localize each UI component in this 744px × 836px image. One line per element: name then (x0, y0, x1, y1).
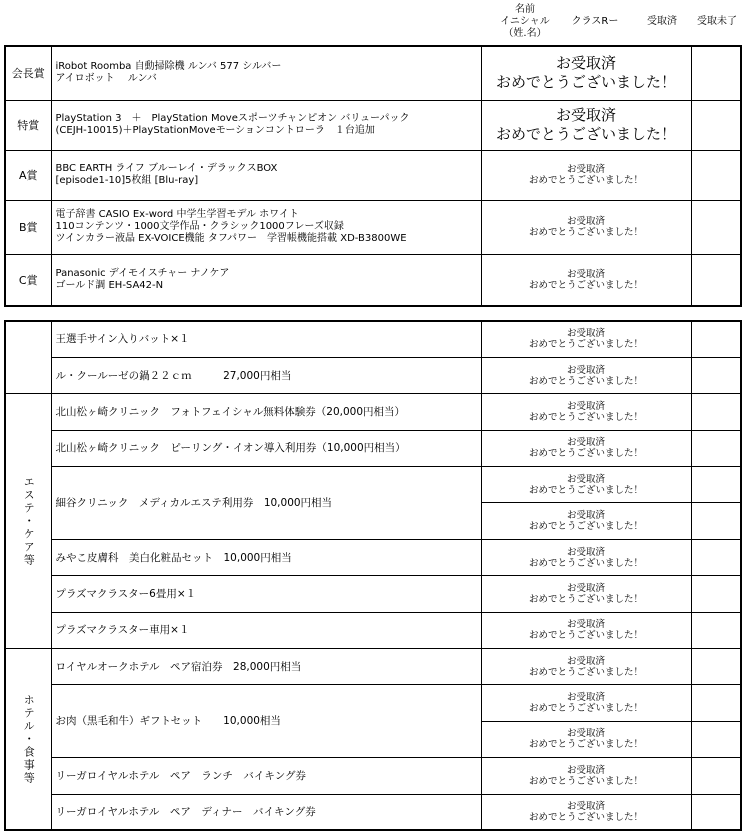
group-result (481, 721, 691, 757)
group-result-line: お受取済 (566, 728, 605, 740)
group-row (5, 539, 741, 575)
group-item: ル・クールーゼの鍋２２ｃｍ 27,000円相当 (51, 357, 481, 393)
prize-item-line: PlayStation 3 ＋ PlayStation Moveスポーツチャンピオン バリューパック (55, 113, 410, 124)
group-result (481, 357, 691, 393)
prize-result (481, 254, 691, 306)
prize-result-line: おめでとうございました！ (495, 73, 676, 92)
prize-category: A賞 (5, 150, 51, 200)
group-category (5, 649, 51, 831)
group-result (481, 321, 691, 357)
group-category-label: エステ・ケア等 (22, 475, 36, 567)
group-row (5, 394, 741, 430)
prize-item-line: iRobot Roomba 自動掃除機 ルンバ 577 シルバー (55, 61, 282, 73)
prize-item (51, 254, 481, 306)
group-item: リーガロイヤルホテル ペア ランチ バイキング券 (51, 758, 481, 794)
group-result-line: お受取済 (566, 473, 605, 485)
group-result (481, 685, 691, 721)
group-result (481, 649, 691, 685)
group-result-line: お受取済 (566, 546, 605, 558)
prize-item (51, 150, 481, 200)
group-row (5, 357, 741, 393)
prize-row (5, 46, 741, 100)
prize-item-line: ツインカラー液晶 EX-VOICE機能 タフパワー 学習帳機能搭載 XD-B3800WE (55, 233, 407, 244)
group-row (5, 321, 741, 357)
group-result (481, 539, 691, 575)
group-result-line: おめでとうございました！ (528, 339, 643, 351)
prize-result-line: お受取済 (566, 216, 605, 227)
group-row (5, 612, 741, 648)
group-result-line: おめでとうございました！ (528, 630, 643, 642)
group-result (481, 467, 691, 503)
group-result (481, 794, 691, 830)
prize-item-line: [episode1-10]5枚組 [Blu-ray] (55, 175, 199, 186)
group-result-line: お受取済 (566, 655, 605, 667)
prize-item-line: 110コンテンツ・1000文学作品・クラシック1000フレーズ収録 (55, 221, 344, 232)
group-result-line: おめでとうございました！ (528, 739, 643, 751)
group-result-line: お受取済 (566, 764, 605, 776)
prize-item-line: アイロボット ルンバ (55, 73, 157, 85)
empty-cell (691, 254, 741, 306)
group-result-line: お受取済 (566, 619, 605, 631)
group-result (481, 503, 691, 539)
group-item: ロイヤルオークホテル ペア宿泊券 28,000円相当 (51, 649, 481, 685)
prize-category: C賞 (5, 254, 51, 306)
group-category (5, 394, 51, 649)
group-item: 北山松ヶ崎クリニック フォトフェイシャル無料体験券（20,000円相当） (51, 394, 481, 430)
prize-category: 会長賞 (5, 46, 51, 100)
prize-result-line: お受取済 (555, 54, 616, 73)
prize-category: B賞 (5, 200, 51, 254)
group-item: プラズマクラスター車用×１ (51, 612, 481, 648)
prize-item (51, 46, 481, 100)
header-class-r: クラスRー (571, 16, 619, 27)
empty-cell (691, 649, 741, 685)
empty-cell (691, 321, 741, 357)
group-item: 王選手サイン入りバット×１ (51, 321, 481, 357)
group-result-line: おめでとうございました！ (528, 521, 643, 533)
prize-row (5, 200, 741, 254)
group-row (5, 576, 741, 612)
group-result-line: お受取済 (566, 400, 605, 412)
empty-cell (691, 612, 741, 648)
group-result (481, 758, 691, 794)
group-result-line: お受取済 (566, 582, 605, 594)
group-result-line: お受取済 (566, 692, 605, 704)
prize-item-line: ゴールド調 EH-SA42-N (55, 279, 164, 291)
empty-cell (691, 150, 741, 200)
prize-result-line: おめでとうございました！ (528, 227, 643, 238)
group-item: リーガロイヤルホテル ペア ディナー バイキング券 (51, 794, 481, 830)
group-result (481, 576, 691, 612)
group-result-line: おめでとうございました！ (528, 448, 643, 460)
header-not-received: 受取未了 (697, 16, 737, 27)
prize-item-line: 電子辞書 CASIO Ex-word 中学生学習モデル ホワイト (55, 209, 299, 220)
empty-cell (691, 357, 741, 393)
header-name-initial (480, 4, 570, 40)
empty-cell (691, 430, 741, 466)
group-row (5, 794, 741, 830)
prize-result-line: お受取済 (566, 268, 605, 280)
prize-result-line: おめでとうございました！ (528, 279, 643, 291)
group-result (481, 612, 691, 648)
group-result-line: おめでとうございました！ (528, 593, 643, 605)
group-result-line: お受取済 (566, 364, 605, 376)
group-row (5, 467, 741, 503)
empty-cell (691, 467, 741, 503)
group-result-line: おめでとうございました！ (528, 775, 643, 787)
group-result (481, 394, 691, 430)
empty-cell (691, 539, 741, 575)
empty-cell (691, 503, 741, 539)
top-prizes-table (4, 45, 742, 307)
prize-result-line: おめでとうございました！ (528, 175, 643, 186)
prize-category: 特賞 (5, 100, 51, 150)
group-result-line: お受取済 (566, 328, 605, 340)
prize-result-line: お受取済 (555, 106, 616, 124)
group-result-line: おめでとうございました！ (528, 375, 643, 387)
empty-cell (691, 721, 741, 757)
prize-groups-table (4, 320, 742, 831)
prize-row (5, 100, 741, 150)
prize-result-line: おめでとうございました！ (495, 125, 676, 143)
group-row (5, 649, 741, 685)
group-result-line: おめでとうございました！ (528, 411, 643, 423)
group-result-line: お受取済 (566, 437, 605, 449)
prize-result (481, 100, 691, 150)
prize-item (51, 100, 481, 150)
prize-item-line: BBC EARTH ライフ ブルーレイ・デラックスBOX (55, 163, 278, 174)
header-name-line: 名前 (515, 4, 535, 15)
empty-cell (691, 576, 741, 612)
group-result-line: おめでとうございました！ (528, 812, 643, 824)
group-result-line: おめでとうございました！ (528, 703, 643, 715)
group-item: 細谷クリニック メディカルエステ利用券 10,000円相当 (51, 467, 481, 540)
group-result-line: おめでとうございました！ (528, 666, 643, 678)
header-name-line: イニシャル (500, 16, 550, 27)
prize-result-line: お受取済 (566, 164, 605, 175)
prize-row (5, 150, 741, 200)
group-row (5, 430, 741, 466)
empty-cell (691, 794, 741, 830)
header-name-line: （姓.名） (503, 28, 547, 39)
group-item: プラズマクラスター6畳用×１ (51, 576, 481, 612)
group-result-line: お受取済 (566, 510, 605, 522)
empty-cell (691, 200, 741, 254)
prize-result (481, 150, 691, 200)
group-result-line: おめでとうございました！ (528, 557, 643, 569)
group-row (5, 685, 741, 721)
prize-result (481, 200, 691, 254)
group-item: 北山松ヶ崎クリニック ピーリング・イオン導入利用券（10,000円相当） (51, 430, 481, 466)
group-item: お肉（黒毛和牛）ギフトセット 10,000相当 (51, 685, 481, 758)
group-result (481, 430, 691, 466)
empty-cell (691, 100, 741, 150)
prize-item-line: Panasonic デイモイスチャー ナノケア (55, 267, 230, 279)
group-result-line: お受取済 (566, 801, 605, 813)
group-category-label: ホテル・食事等 (22, 693, 36, 785)
group-row (5, 758, 741, 794)
empty-cell (691, 685, 741, 721)
prize-item-line: (CEJH-10015)＋PlayStationMoveモーションコントローラ １台追加 (55, 125, 375, 136)
header-received: 受取済 (647, 16, 677, 27)
empty-cell (691, 46, 741, 100)
group-result-line: おめでとうございました！ (528, 484, 643, 496)
prize-result (481, 46, 691, 100)
empty-cell (691, 394, 741, 430)
prize-row (5, 254, 741, 306)
empty-cell (691, 758, 741, 794)
prize-item (51, 200, 481, 254)
group-category (5, 321, 51, 394)
group-item: みやこ皮膚科 美白化粧品セット 10,000円相当 (51, 539, 481, 575)
